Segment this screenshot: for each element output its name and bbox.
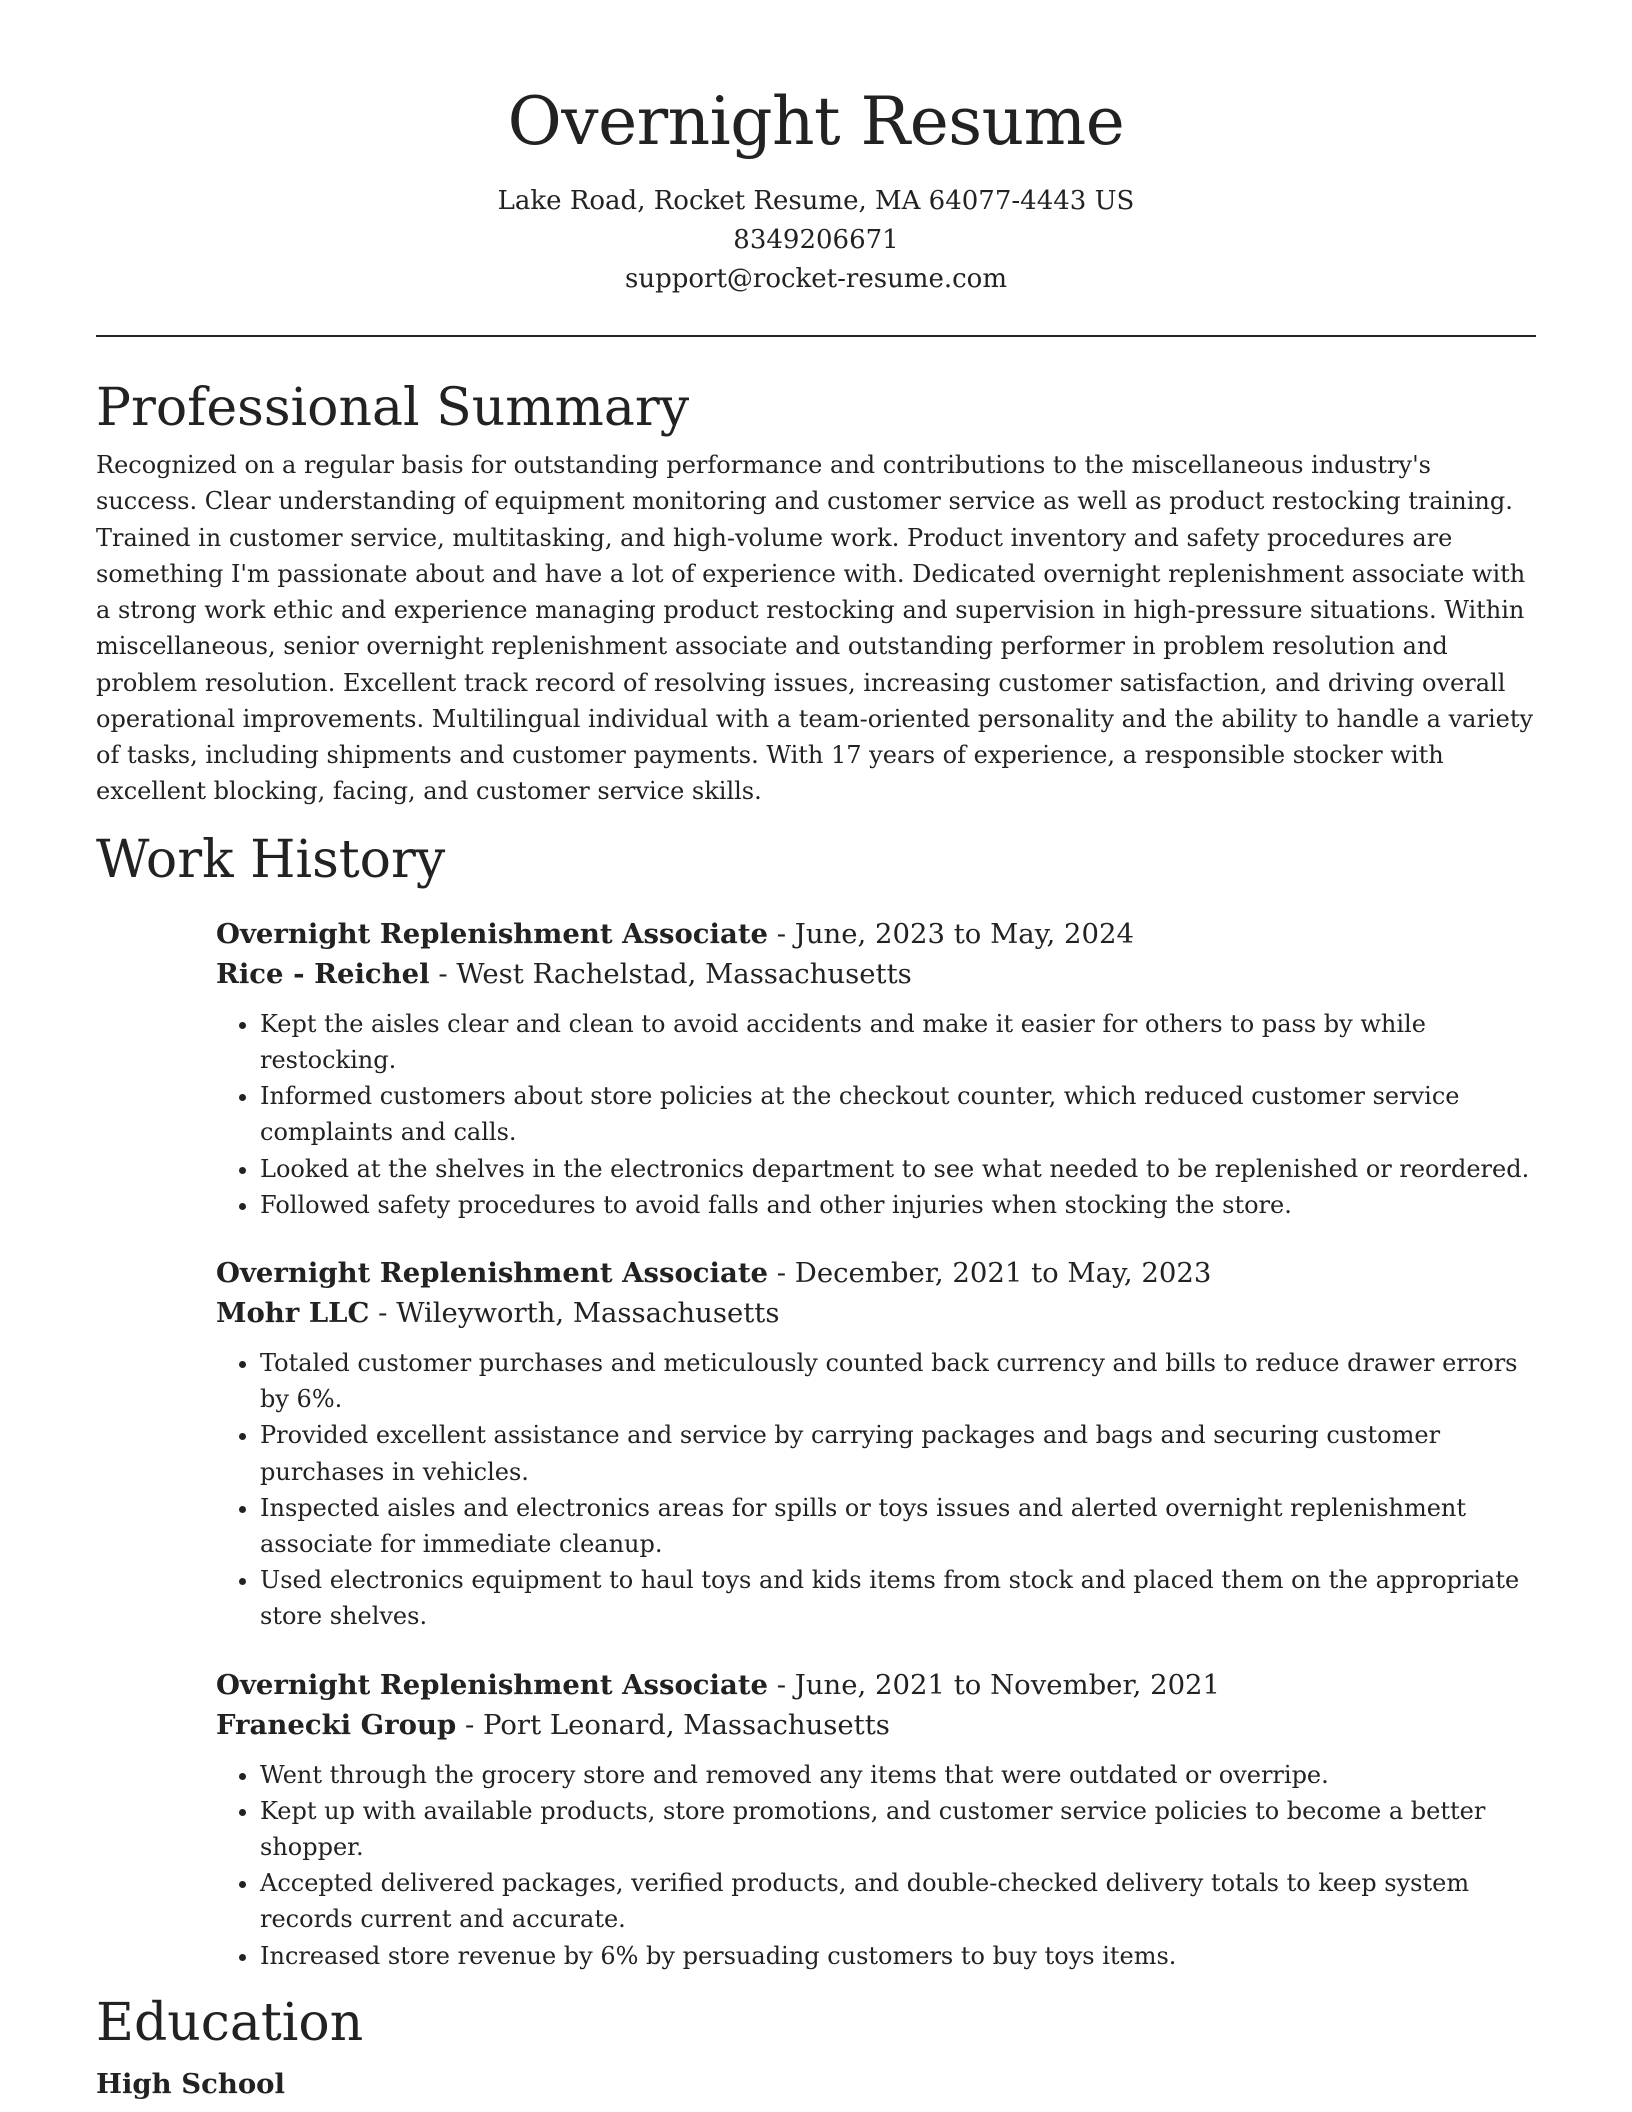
contact-email: support@rocket-resume.com [624, 263, 1007, 294]
job-title: Overnight Replenishment Associate [216, 1256, 769, 1289]
company-name: Franecki Group [216, 1708, 457, 1741]
job-title-line [216, 1665, 1536, 1705]
separator: - [456, 1708, 483, 1741]
header-divider [96, 335, 1536, 337]
job-company-line [216, 1293, 1536, 1333]
job-entry [216, 1253, 1536, 1635]
job-title: Overnight Replenishment Associate [216, 917, 769, 950]
job-duty: • Used electronics equipment to haul toys and kids items from stock and placed them on the appropriate store shelves. [260, 1562, 1536, 1634]
job-location: Wileyworth, Massachusetts [396, 1296, 780, 1329]
job-title-line [216, 1253, 1536, 1293]
resume-header [96, 0, 1536, 299]
job-duty: • Followed safety procedures to avoid falls and other injuries when stocking the store. [260, 1187, 1536, 1223]
job-duty: • Accepted delivered packages, verified products, and double-checked delivery totals to keep system records current and accurate. [260, 1865, 1536, 1937]
job-duty: • Inspected aisles and electronics areas for spills or toys issues and alerted overnight replenishment associate for immediate cleanup. [260, 1490, 1536, 1562]
job-dates: June, 2023 to May, 2024 [794, 917, 1134, 950]
separator: - [768, 1256, 795, 1289]
job-duty: • Kept up with available products, store promotions, and customer service policies to become a better shopper. [260, 1793, 1536, 1865]
section-heading-education: Education [96, 1992, 364, 2053]
job-location: Port Leonard, Massachusetts [482, 1708, 890, 1741]
job-duties-list [216, 1757, 1536, 1974]
resume-name: Overnight Resume [507, 83, 1125, 160]
job-title: Overnight Replenishment Associate [216, 1668, 769, 1701]
job-location: West Rachelstad, Massachusetts [456, 957, 912, 990]
job-duty: • Went through the grocery store and removed any items that were outdated or overripe. [260, 1757, 1536, 1793]
section-heading-summary: Professional Summary [96, 377, 690, 438]
job-duty: • Provided excellent assistance and service by carrying packages and bags and securing customer purchases in vehicles. [260, 1417, 1536, 1489]
job-duty: • Totaled customer purchases and meticulously counted back currency and bills to reduce drawer errors by 6%. [260, 1345, 1536, 1417]
job-duty: • Increased store revenue by 6% by persuading customers to buy toys items. [260, 1938, 1536, 1974]
job-entry [216, 1665, 1536, 1974]
job-duty: • Kept the aisles clear and clean to avoid accidents and make it easier for others to pass by while restocking. [260, 1006, 1536, 1078]
job-entry [216, 914, 1536, 1223]
section-heading-work: Work History [96, 830, 446, 891]
job-duties-list [216, 1006, 1536, 1223]
separator: - [768, 917, 795, 950]
job-dates: December, 2021 to May, 2023 [794, 1256, 1212, 1289]
job-company-line [216, 954, 1536, 994]
professional-summary-section [96, 377, 1536, 809]
job-dates: June, 2021 to November, 2021 [794, 1668, 1221, 1701]
separator: - [768, 1668, 795, 1701]
separator: - [429, 957, 457, 990]
job-duty: • Informed customers about store policies at the checkout counter, which reduced customer service complaints and calls. [260, 1078, 1536, 1150]
company-name: Mohr LLC [216, 1296, 370, 1329]
job-duties-list [216, 1345, 1536, 1635]
education-entry: High School [96, 2068, 285, 2101]
education-section [96, 1992, 1536, 2104]
company-name: Rice - Reichel [216, 957, 430, 990]
job-duty: • Looked at the shelves in the electronics department to see what needed to be replenished or reordered. [260, 1151, 1536, 1187]
summary-paragraph: Recognized on a regular basis for outstanding performance and contributions to the miscellaneous industry's success. Clear understanding of equipment monitoring and customer service as well as product restocking training. Trained in customer service, multitasking, and high-volume work. Product inventory and safety procedures are something I'm passionate about and have a lot of experience with. Dedicated overnight replenishment associate with a strong work ethic and experience managing product restocking and supervision in high-pressure situations. Within miscellaneous, senior overnight replenishment associate and outstanding performer in problem resolution and problem resolution. Excellent track record of resolving issues, increasing customer satisfaction, and driving overall operational improvements. Multilingual individual with a team-oriented personality and the ability to handle a variety of tasks, including shipments and customer payments. With 17 years of experience, a responsible stocker with excellent blocking, facing, and customer service skills. [96, 451, 1534, 806]
separator: - [369, 1296, 397, 1329]
contact-address: Lake Road, Rocket Resume, MA 64077-4443 US [497, 185, 1135, 216]
job-title-line [216, 914, 1536, 954]
job-company-line [216, 1705, 1536, 1745]
work-history-section [96, 829, 1536, 1973]
contact-phone: 8349206671 [733, 224, 899, 255]
